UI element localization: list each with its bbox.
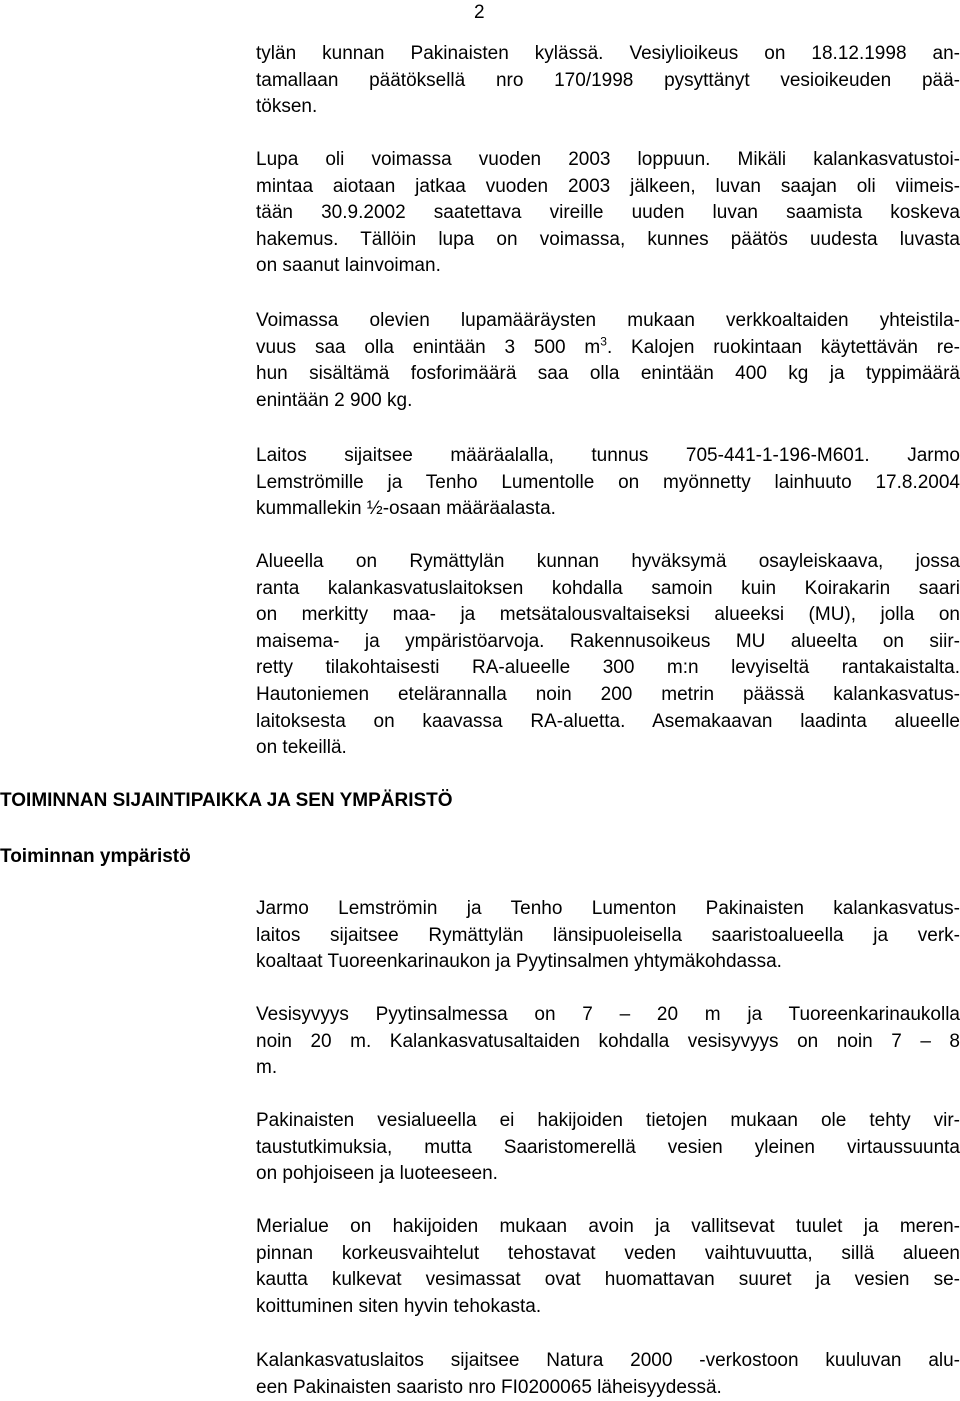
text-line: een Pakinaisten saaristo nro FI0200065 läheisyydessä. [256,1376,722,1398]
text-line: Lupa oli voimassa vuoden 2003 loppuun. Mikäli kalankasvatustoi- [256,149,960,170]
text-line: enintään 2 900 kg. [256,389,413,411]
paragraph-p7 [256,1002,960,1082]
text-line: noin 20 m. Kalankasvatusaltaiden kohdalla vesisyvyys on noin 7 – 8 [256,1030,960,1052]
superscript: 3 [600,334,607,349]
text-line: Merialue on hakijoiden mukaan avoin ja vallitsevat tuulet ja meren- [256,1216,960,1237]
text-line: Alueella on Rymättylän kunnan hyväksymä osayleiskaava, jossa [256,551,960,572]
text-line: m. [256,1057,278,1079]
text-line: koaltaat Tuoreenkarinaukon ja Pyytinsalmen yhtymäkohdassa. [256,951,782,973]
paragraph-p10 [256,1348,960,1401]
text-line: on tekeillä. [256,737,347,759]
text-line: tään 30.9.2002 saatettava vireille uuden luvan saamista koskeva [256,202,960,224]
text-line: koittuminen siten hyvin tehokasta. [256,1295,542,1317]
paragraph-p8 [256,1108,960,1188]
text-line: Pakinaisten vesialueella ei hakijoiden tietojen mukaan ole tehty vir- [256,1110,960,1131]
paragraph-p3 [256,308,960,414]
text-line: hun sisältämä fosforimäärä saa olla enintään 400 kg ja typpimäärä [256,363,960,385]
text-line: Hautoniemen etelärannalla noin 200 metrin päässä kalankasvatus- [256,683,960,705]
text-line: Voimassa olevien lupamääräysten mukaan verkkoaltaiden yhteistila- [256,310,960,331]
section-heading: TOIMINNAN SIJAINTIPAIKKA JA SEN YMPÄRISTÖ [0,790,453,811]
text-line: Jarmo Lemströmin ja Tenho Lumenton Pakinaisten kalankasvatus- [256,898,960,919]
text-line: maisema- ja ympäristöarvoja. Rakennusoikeus MU alueelta on siir- [256,630,960,652]
text-line: ranta kalankasvatuslaitoksen kohdalla samoin kuin Koirakarin saari [256,577,960,599]
text-line: Kalankasvatuslaitos sijaitsee Natura 2000 -verkostoon kuuluvan alu- [256,1350,960,1371]
text-line: kummallekin ½-osaan määräalasta. [256,498,556,520]
paragraph-p4 [256,443,960,523]
text-line: kautta kulkevat vesimassat ovat huomattavan suuret ja vesien se- [256,1269,960,1291]
text-line: mintaa aiotaan jatkaa vuoden 2003 jälkeen, luvan saajan oli viimeis- [256,175,960,197]
text-line: hakemus. Tällöin lupa on voimassa, kunnes päätös uudesta luvasta [256,228,960,250]
text-line: on merkitty maa- ja metsätalousvaltaiseksi alueeksi (MU), jolla on [256,604,960,626]
subsection-heading: Toiminnan ympäristö [0,846,191,867]
text-line: töksen. [256,96,318,118]
page-number: 2 [474,2,485,23]
paragraph-p2 [256,147,960,280]
text-line: on saanut lainvoiman. [256,255,441,277]
text-line: laitos sijaitsee Rymättylän länsipuoleisella saaristoalueella ja verk- [256,924,960,946]
text-line-with-superscript [256,335,960,362]
text-line: taustutkimuksia, mutta Saaristomerellä vesien yleinen virtaussuunta [256,1136,960,1158]
text-line: Laitos sijaitsee määräalalla, tunnus 705-441-1-196-M601. Jarmo [256,445,960,466]
text-line: retty tilakohtaisesti RA-alueelle 300 m:n levyiseltä rantakaistalta. [256,657,960,679]
paragraph-p5 [256,549,960,762]
text-line: tylän kunnan Pakinaisten kylässä. Vesiylioikeus on 18.12.1998 an- [256,43,960,64]
paragraph-p1 [256,41,960,121]
text-line: Lemströmille ja Tenho Lumentolle on myönnetty lainhuuto 17.8.2004 [256,471,960,493]
text-fragment: . Kalojen ruokintaan käytettävän re- [606,336,960,358]
paragraph-p9 [256,1214,960,1320]
text-line: Vesisyvyys Pyytinsalmessa on 7 – 20 m ja Tuoreenkarinaukolla [256,1004,960,1025]
text-line: pinnan korkeusvaihtelut tehostavat veden vaihtuvuutta, sillä alueen [256,1242,960,1264]
text-line: laitoksesta on kaavassa RA-aluetta. Asemakaavan laadinta alueelle [256,710,960,732]
text-line: on pohjoiseen ja luoteeseen. [256,1163,498,1185]
text-fragment: vuus saa olla enintään 3 500 m [256,336,601,358]
paragraph-p6 [256,896,960,976]
text-line: tamallaan päätöksellä nro 170/1998 pysyttänyt vesioikeuden pää- [256,69,960,91]
